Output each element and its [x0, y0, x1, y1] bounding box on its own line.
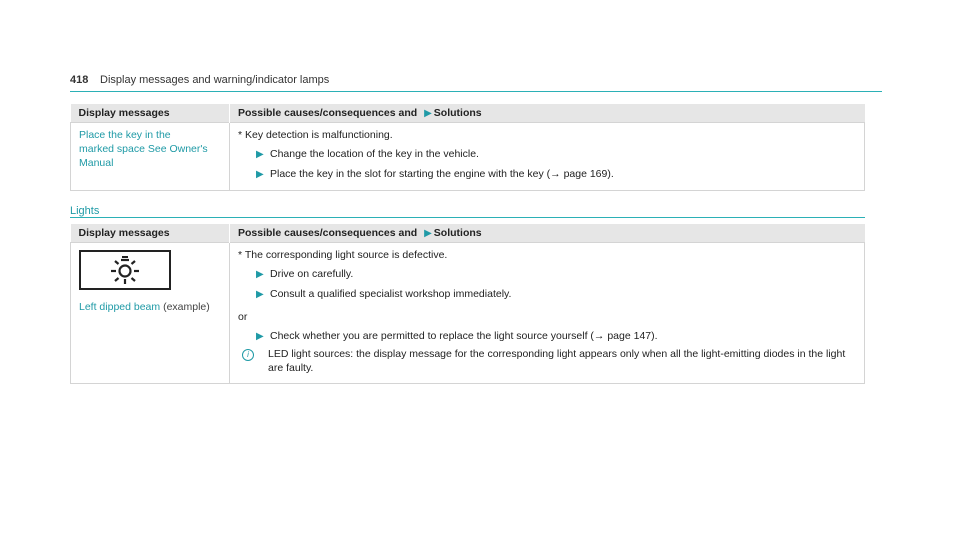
column-header-causes-solutions: Possible causes/consequences and ▶ Solutions [230, 104, 865, 123]
causes-solutions-cell [230, 123, 865, 191]
table-header-row [71, 224, 865, 243]
page-title: Display messages and warning/indicator lamps [100, 74, 330, 86]
page-reference-link[interactable]: Check whether you are permitted to replace the light source yourself (→ page 147). [270, 330, 658, 342]
column-header-display-messages: Display messages [71, 104, 230, 123]
table-row [71, 243, 865, 384]
lights-messages-table [70, 224, 865, 384]
step-arrow-icon: ▶ [256, 149, 264, 160]
step-arrow-icon: ▶ [256, 169, 264, 180]
section-rule [70, 217, 865, 218]
table-header-row [71, 104, 865, 123]
cause-text: * Key detection is malfunctioning. [238, 129, 393, 141]
or-label: or [238, 311, 248, 323]
solutions-arrow-icon: ▶ [424, 108, 432, 119]
display-message-cell [71, 123, 230, 191]
page-reference-link[interactable]: Place the key in the slot for starting the engine with the key (→ page 169). [270, 168, 614, 180]
solutions-arrow-icon: ▶ [424, 228, 432, 239]
table-row [71, 123, 865, 191]
step-arrow-icon: ▶ [256, 331, 264, 342]
step-arrow-icon: ▶ [256, 269, 264, 280]
solution-step: ▶ Change the location of the key in the vehicle. [256, 148, 479, 160]
info-note: i LED light sources: the display message for the corresponding light appears only when all the light-emitting diodes in the light are faulty. [238, 347, 856, 375]
solution-step [238, 167, 856, 182]
page-header [70, 74, 882, 92]
column-header-causes-solutions: Possible causes/consequences and ▶ Solutions [230, 224, 865, 243]
display-message-text [79, 300, 221, 314]
solution-step: ▶ Consult a qualified specialist workshop immediately. [256, 288, 512, 300]
section-title-lights: Lights [70, 205, 100, 217]
example-note: (example) [163, 301, 210, 313]
display-message-cell [71, 243, 230, 384]
column-header-display-messages: Display messages [71, 224, 230, 243]
page-number: 418 [70, 74, 89, 86]
step-arrow-icon: ▶ [256, 289, 264, 300]
cause-text: * The corresponding light source is defective. [238, 249, 448, 261]
message-link[interactable]: Left dipped beam [79, 301, 161, 313]
light-bulb-icon [79, 250, 171, 290]
display-message-text[interactable]: Place the key in the marked space See Owner's Manual [79, 129, 208, 169]
header-rule [70, 91, 882, 92]
key-messages-table [70, 104, 865, 191]
info-icon: i [242, 349, 254, 361]
solution-step: ▶ Drive on carefully. [256, 268, 354, 280]
solution-step [238, 329, 856, 344]
causes-solutions-cell [230, 243, 865, 384]
